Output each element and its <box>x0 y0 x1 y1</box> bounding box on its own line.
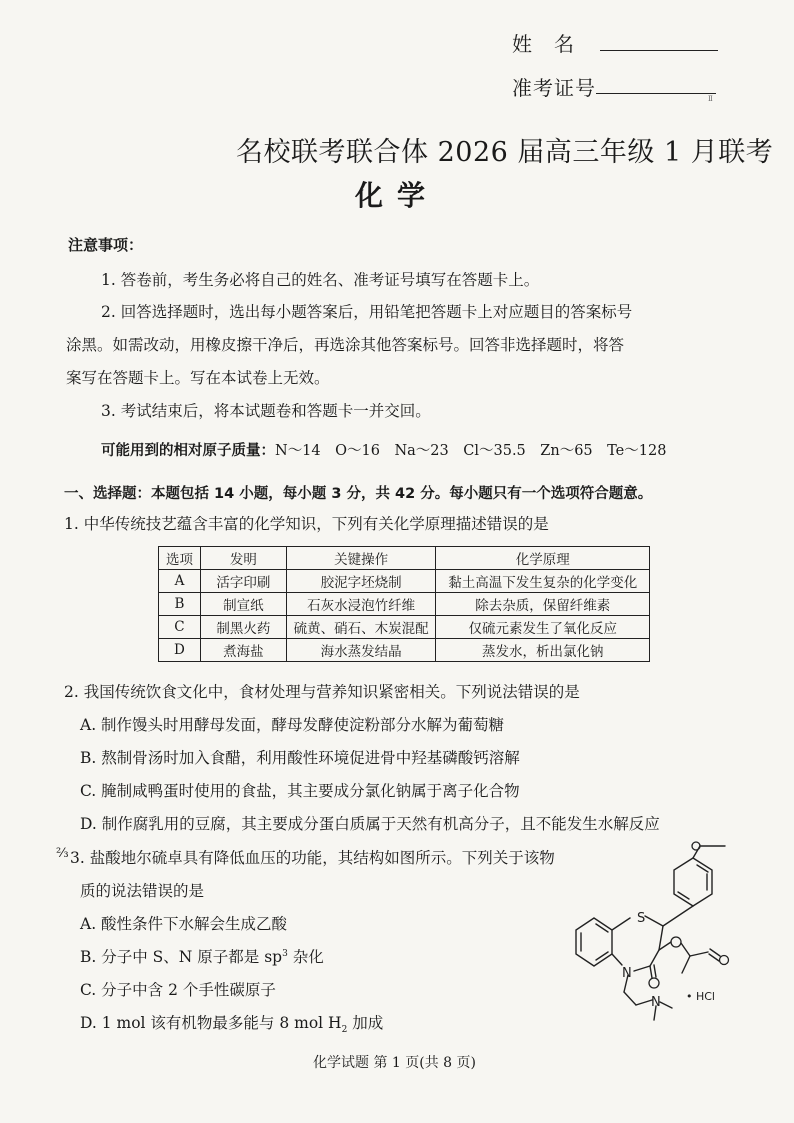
table-cell: 海水蒸发结晶 <box>286 639 436 662</box>
notice-item-2: 2. 回答选择题时，选出每小题答案后，用铅笔把答题卡上对应题目的答案标号 <box>101 303 633 321</box>
diltiazem-structure-diagram <box>560 838 740 1033</box>
atomic-mass-label: 可能用到的相对原子质量： <box>101 443 275 459</box>
q3-stem-line1: 3. 盐酸地尔硫卓具有降低血压的功能，其结构如图所示。下列关于该物 <box>70 849 555 867</box>
q3-option-c: C. 分子中含 2 个手性碳原子 <box>80 981 276 999</box>
q3-option-d-sub: 2 <box>341 1025 348 1036</box>
struct-n-label: N <box>622 966 632 981</box>
table-header: 选项 <box>159 547 201 570</box>
struct-s-label: S <box>637 911 646 926</box>
table-header-row <box>159 547 650 570</box>
q3-option-d <box>80 1011 383 1035</box>
table-header: 化学原理 <box>436 547 650 570</box>
q2-option-c: C. 腌制咸鸭蛋时使用的食盐，其主要成分氯化钠属于离子化合物 <box>80 782 520 800</box>
atomic-mass-line <box>101 439 666 460</box>
id-label: 准考证号 <box>512 76 596 100</box>
table-cell: 煮海盐 <box>200 639 286 662</box>
q3-option-b-tail: 杂化 <box>287 948 324 966</box>
q3-option-b <box>80 945 324 967</box>
struct-carbonyl-oxygen <box>649 978 659 988</box>
q1-table <box>158 546 650 662</box>
q2-option-d: D. 制作腐乳用的豆腐，其主要成分蛋白质属于天然有机高分子，且不能发生水解反应 <box>80 815 660 833</box>
subject-title: 化学 <box>355 179 440 212</box>
exam-title: 名校联考联合体 2026 届高三年级 1 月联考 <box>236 137 774 168</box>
table-cell: A <box>159 570 201 593</box>
table-cell: B <box>159 593 201 616</box>
table-cell: 胶泥字坯烧制 <box>286 570 436 593</box>
q2-option-a: A. 制作馒头时用酵母发面，酵母发酵使淀粉部分水解为葡萄糖 <box>80 716 505 734</box>
q2-option-b: B. 熬制骨汤时加入食醋，利用酸性环境促进骨中羟基磷酸钙溶解 <box>80 749 520 767</box>
q3-option-b-sup: 3 <box>282 948 288 959</box>
table-cell: 石灰水浸泡竹纤维 <box>286 593 436 616</box>
notice-item-2-cont: 涂黑。如需改动，用橡皮擦干净后，再选涂其他答案标号。回答非选择题时，将答 <box>66 336 625 354</box>
table-cell: 除去杂质，保留纤维素 <box>436 593 650 616</box>
table-row <box>159 593 650 616</box>
struct-n2-label: N <box>651 995 661 1010</box>
table-row <box>159 570 650 593</box>
q3-option-a: A. 酸性条件下水解会生成乙酸 <box>80 915 288 933</box>
q1-stem: 1. 中华传统技艺蕴含丰富的化学知识，下列有关化学原理描述错误的是 <box>64 515 549 533</box>
notice-item-3: 3. 考试结束后，将本试题卷和答题卡一并交回。 <box>101 402 431 420</box>
table-cell: 制宣纸 <box>200 593 286 616</box>
notice-item-1: 1. 答卷前，考生务必将自己的姓名、准考证号填写在答题卡上。 <box>101 271 540 289</box>
table-cell: D <box>159 639 201 662</box>
q2-stem: 2. 我国传统饮食文化中，食材处理与营养知识紧密相关。下列说法错误的是 <box>64 683 580 701</box>
table-cell: 活字印刷 <box>200 570 286 593</box>
page-footer: 化学试题 第 1 页(共 8 页) <box>313 1055 476 1071</box>
atomic-mass-values: N～14 O～16 Na～23 Cl～35.5 Zn～65 Te～128 <box>275 443 667 459</box>
q3-option-d-tail: 加成 <box>347 1014 384 1032</box>
notice-item-2-cont2: 案写在答题卡上。写在本试卷上无效。 <box>66 369 330 387</box>
table-cell: 制黑火药 <box>200 616 286 639</box>
table-cell: 黏土高温下发生复杂的化学变化 <box>436 570 650 593</box>
q3-stem-line2: 质的说法错误的是 <box>80 882 205 900</box>
table-cell: 硫黄、硝石、木炭混配 <box>286 616 436 639</box>
table-cell: 蒸发水，析出氯化钠 <box>436 639 650 662</box>
name-label: 姓 名 <box>512 32 575 56</box>
struct-acetyl-oxygen <box>720 956 729 965</box>
table-row <box>159 616 650 639</box>
name-line[interactable] <box>600 50 718 51</box>
table-header: 发明 <box>200 547 286 570</box>
table-cell: C <box>159 616 201 639</box>
q3-option-b-text: B. 分子中 S、N 原子都是 sp <box>80 948 283 966</box>
notice-heading: 注意事项： <box>68 236 144 254</box>
id-mark: Ⅱ <box>708 95 713 103</box>
id-line[interactable] <box>596 93 716 94</box>
struct-hcl-label: • HCl <box>686 990 715 1003</box>
section-heading: 一、选择题：本题包括 14 小题，每小题 3 分，共 42 分。每小题只有一个选项符合题意。 <box>64 486 653 502</box>
table-cell: 仅硫元素发生了氧化反应 <box>436 616 650 639</box>
struct-methoxy-oxygen <box>692 842 700 850</box>
struct-ester-oxygen <box>671 937 681 947</box>
table-row <box>159 639 650 662</box>
q3-mark: ⅔ <box>56 846 69 861</box>
q3-option-d-text: D. 1 mol 该有机物最多能与 8 mol H <box>80 1014 342 1032</box>
table-header: 关键操作 <box>286 547 436 570</box>
